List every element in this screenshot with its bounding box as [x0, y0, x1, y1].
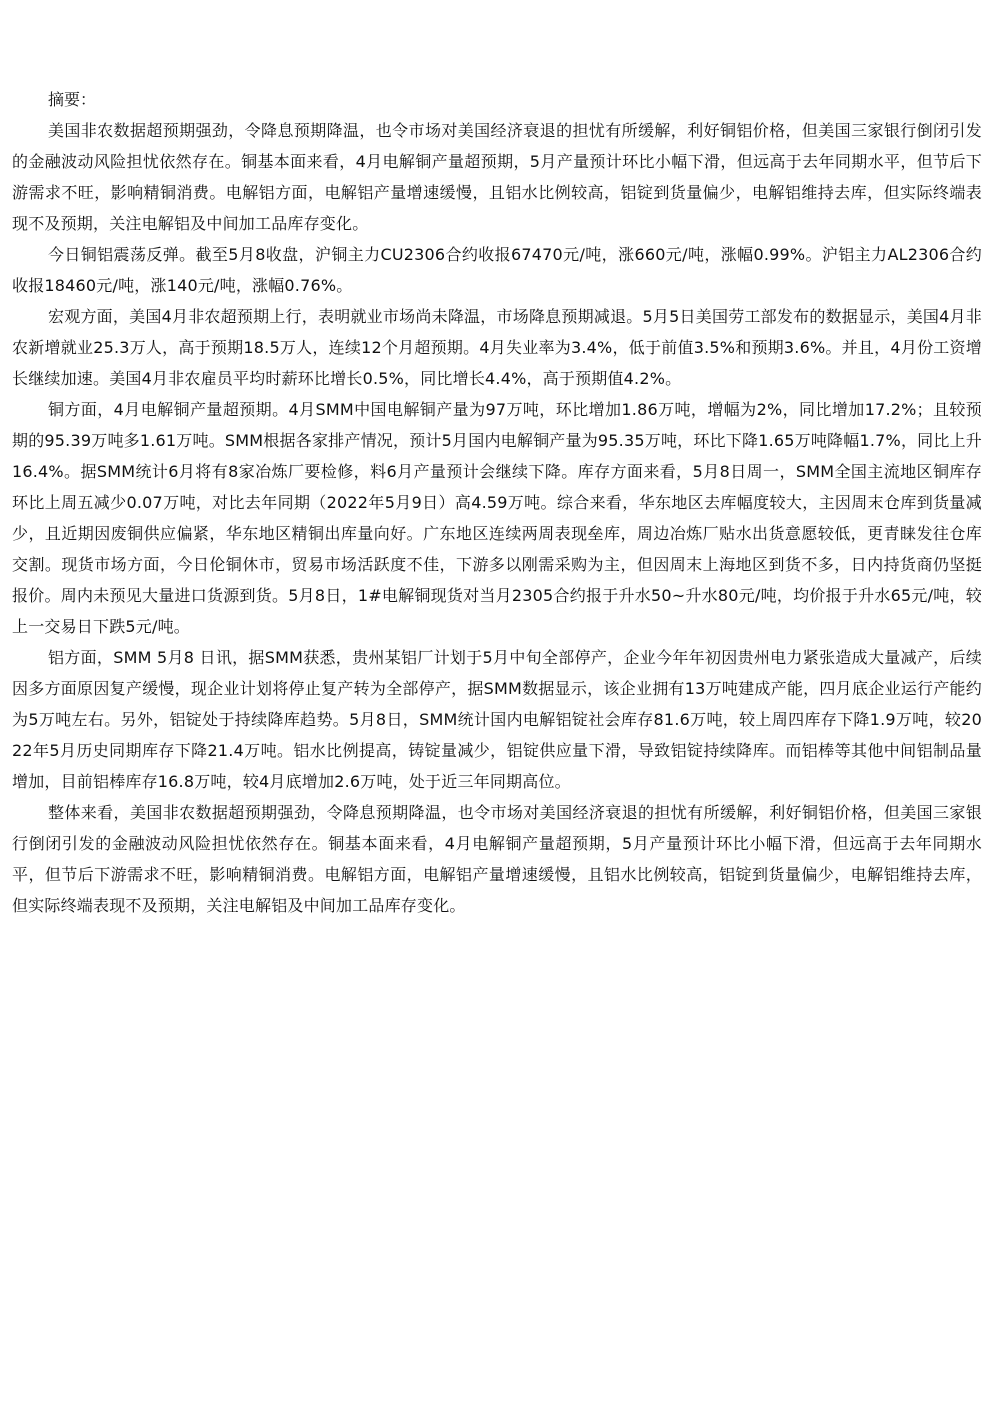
summary-heading: 摘要： — [48, 90, 97, 109]
paragraph-macro: 宏观方面，美国4月非农超预期上行，表明就业市场尚未降温，市场降息预期减退。5月5日美国劳工部发布的数据显示，美国4月非农新增就业25.3万人，高于预期18.5万人，连续12个月超预期。4月失业率为3.4%，低于前值3.5%和预期3.6%。并且，4月份工资增长继续加速。美国4月非农雇员平均时薪环比增长0.5%，同比增长4.4%，高于预期值4.2%。 — [12, 307, 982, 388]
paragraph-summary: 美国非农数据超预期强劲，令降息预期降温，也令市场对美国经济衰退的担忧有所缓解，利好铜铝价格，但美国三家银行倒闭引发的金融波动风险担忧依然存在。铜基本面来看，4月电解铜产量超预期，5月产量预计环比小幅下滑，但远高于去年同期水平，但节后下游需求不旺，影响精铜消费。电解铝方面，电解铝产量增速缓慢，且铝水比例较高，铝锭到货量偏少，电解铝维持去库，但实际终端表现不及预期，关注电解铝及中间加工品库存变化。 — [12, 121, 982, 233]
paragraph-market-close: 今日铜铝震荡反弹。截至5月8收盘，沪铜主力CU2306合约收报67470元/吨，涨660元/吨，涨幅0.99%。沪铝主力AL2306合约收报18460元/吨，涨140元/吨，涨幅0.76%。 — [12, 245, 982, 295]
document-body — [12, 84, 982, 921]
paragraph-copper: 铜方面，4月电解铜产量超预期。4月SMM中国电解铜产量为97万吨，环比增加1.86万吨，增幅为2%，同比增加17.2%；且较预期的95.39万吨多1.61万吨。SMM根据各家排产情况，预计5月国内电解铜产量为95.35万吨，环比下降1.65万吨降幅1.7%，同比上升16.4%。据SMM统计6月将有8家冶炼厂要检修，料6月产量预计会继续下降。库存方面来看，5月8日周一，SMM全国主流地区铜库存环比上周五减少0.07万吨，对比去年同期（2022年5月9日）高4.59万吨。综合来看，华东地区去库幅度较大，主因周末仓库到货量减少，且近期因废铜供应偏紧，华东地区精铜出库量向好。广东地区连续两周表现垒库，周边冶炼厂贴水出货意愿较低，更青睐发往仓库交割。现货市场方面，今日伦铜休市，贸易市场活跃度不佳，下游多以刚需采购为主，但因周末上海地区到货不多，日内持货商仍坚挺报价。周内未预见大量进口货源到货。5月8日，1#电解铜现货对当月2305合约报于升水50~升水80元/吨，均价报于升水65元/吨，较上一交易日下跌5元/吨。 — [12, 400, 982, 636]
paragraph-aluminum: 铝方面，SMM 5月8 日讯，据SMM获悉，贵州某铝厂计划于5月中旬全部停产，企业今年年初因贵州电力紧张造成大量减产，后续因多方面原因复产缓慢，现企业计划将停止复产转为全部停产，据SMM数据显示，该企业拥有13万吨建成产能，四月底企业运行产能约为5万吨左右。另外，铝锭处于持续降库趋势。5月8日，SMM统计国内电解铝锭社会库存81.6万吨，较上周四库存下降1.9万吨，较2022年5月历史同期库存下降21.4万吨。铝水比例提高，铸锭量减少，铝锭供应量下滑，导致铝锭持续降库。而铝棒等其他中间铝制品量增加，目前铝棒库存16.8万吨，较4月底增加2.6万吨，处于近三年同期高位。 — [12, 648, 982, 791]
paragraph-overall: 整体来看，美国非农数据超预期强劲，令降息预期降温，也令市场对美国经济衰退的担忧有所缓解，利好铜铝价格，但美国三家银行倒闭引发的金融波动风险担忧依然存在。铜基本面来看，4月电解铜产量超预期，5月产量预计环比小幅下滑，但远高于去年同期水平，但节后下游需求不旺，影响精铜消费。电解铝方面，电解铝产量增速缓慢，且铝水比例较高，铝锭到货量偏少，电解铝维持去库，但实际终端表现不及预期，关注电解铝及中间加工品库存变化。 — [12, 803, 982, 915]
